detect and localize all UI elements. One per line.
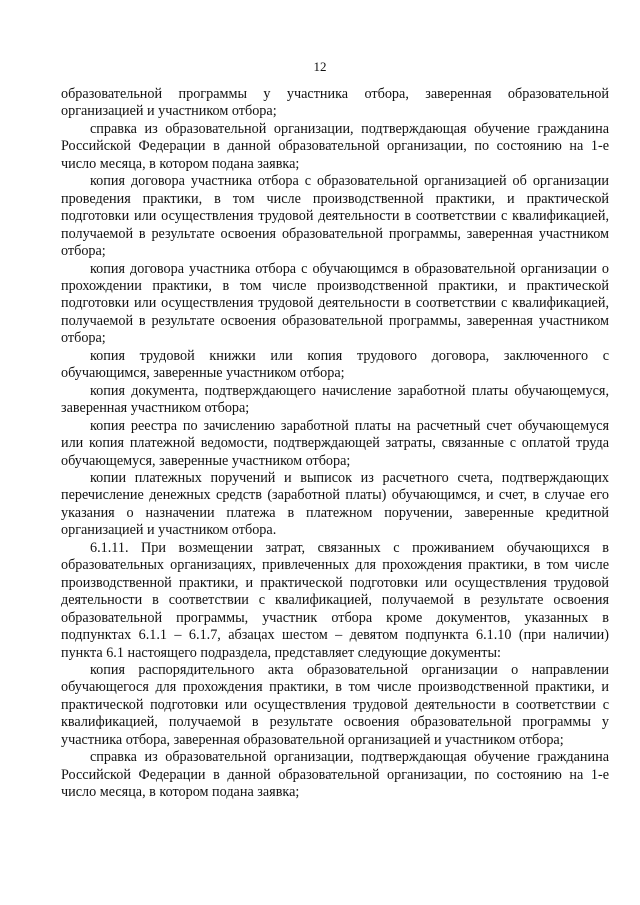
paragraph-directive-act: копия распорядительного акта образовательной организации о направлении обучающегося для прохождения практики, в том числе производственной практики, и практической подготовки или осуществления трудовой деятельности в соответствии с квалификацией, получаемой в результате освоения образовательной программы у участника отбора, заверенная образовательной организацией и участником отбора; (61, 661, 609, 748)
paragraph-contract-organization: копия договора участника отбора с образовательной организацией об организации проведения практики, в том числе производственной практики, и практической подготовки или осуществления трудовой деятельности в соответствии с квалификацией, получаемой в результате освоения образовательной программы, заверенная участником отбора; (61, 173, 609, 260)
page-number: 12 (313, 59, 327, 74)
document-body (61, 86, 609, 802)
paragraph-continuation: образовательной программы у участника отбора, заверенная образовательной организацией и участником отбора; (61, 86, 609, 120)
paragraph-payment-orders: копии платежных поручений и выписок из расчетного счета, подтверждающих перечисление денежных средств (заработной платы) обучающимся, и счет, в случае его указания о назначении платежа в платежном поручении, заверенные кредитной организацией и участником отбора. (61, 469, 609, 539)
paragraph-salary-register: копия реестра по зачислению заработной платы на расчетный счет обучающемуся или копия платежной ведомости, подтверждающей затраты, связанные с оплатой труда обучающемуся, заверенные участником отбора; (61, 417, 609, 469)
paragraph-certificate-education: справка из образовательной организации, подтверждающая обучение гражданина Российской Федерации в данной образовательной организации, по состоянию на 1-е число месяца, в котором подана заявка; (61, 120, 609, 172)
paragraph-employment-record: копия трудовой книжки или копия трудового договора, заключенного с обучающимся, заверенные участником отбора; (61, 347, 609, 382)
paragraph-clause-6-1-11: 6.1.11. При возмещении затрат, связанных с проживанием обучающихся в образовательных организациях, привлеченных для прохождения практики, в том числе производственной практики, и практической подготовки или осуществления трудовой деятельности в соответствии с квалификацией, получаемой в результате освоения образовательной программы, участник отбора кроме документов, указанных в подпунктах 6.1.1 – 6.1.7, абзацах шестом – девятом подпункта 6.1.10 (при наличии) пункта 6.1 настоящего подраздела, представляет следующие документы: (61, 539, 609, 661)
paragraph-certificate-education-2: справка из образовательной организации, подтверждающая обучение гражданина Российской Федерации в данной образовательной организации, по состоянию на 1-е число месяца, в котором подана заявка; (61, 749, 609, 801)
paragraph-contract-student: копия договора участника отбора с обучающимся в образовательной организации о прохождении практики, в том числе производственной практики, и практической подготовки или осуществления трудовой деятельности в соответствии с квалификацией, получаемой в результате освоения образовательной программы, заверенная участником отбора; (61, 260, 609, 347)
paragraph-salary-accrual: копия документа, подтверждающего начисление заработной платы обучающемуся, заверенная участником отбора; (61, 382, 609, 417)
